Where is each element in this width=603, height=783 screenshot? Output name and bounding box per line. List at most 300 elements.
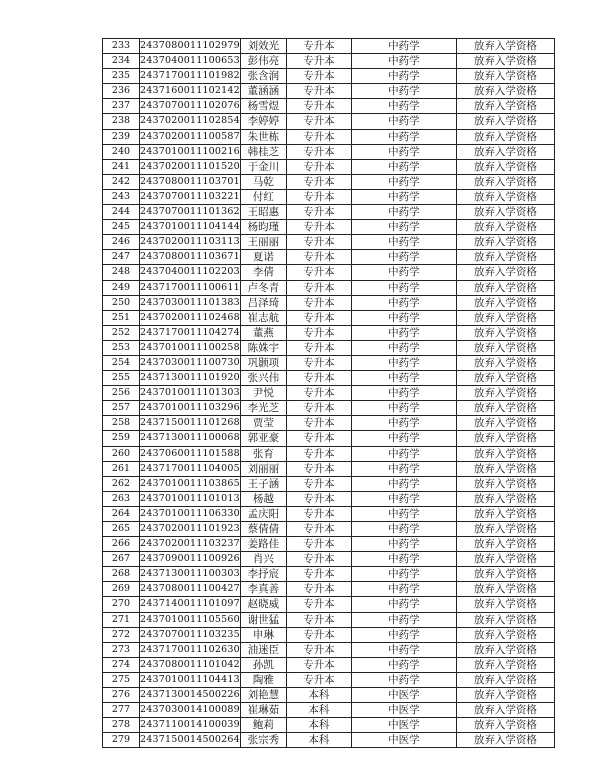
student-name-cell: 王昭惠	[240, 205, 286, 220]
status-cell: 放弃入学资格	[456, 672, 554, 687]
status-cell: 放弃入学资格	[456, 446, 554, 461]
student-name-cell: 李婷婷	[240, 114, 286, 129]
status-cell: 放弃入学资格	[456, 84, 554, 99]
major-cell: 中药学	[351, 99, 456, 114]
student-name-cell: 董燕	[240, 325, 286, 340]
table-row	[103, 69, 555, 84]
program-level-cell: 专升本	[286, 612, 351, 627]
status-cell: 放弃入学资格	[456, 265, 554, 280]
status-cell: 放弃入学资格	[456, 174, 554, 189]
table-row	[103, 642, 555, 657]
status-cell: 放弃入学资格	[456, 129, 554, 144]
major-cell: 中药学	[351, 250, 456, 265]
program-level-cell: 专升本	[286, 265, 351, 280]
status-cell: 放弃入学资格	[456, 657, 554, 672]
table-row	[103, 295, 555, 310]
exam-id-cell: 2437090011100926	[140, 552, 241, 567]
status-cell: 放弃入学资格	[456, 597, 554, 612]
student-name-cell: 张兴伟	[240, 371, 286, 386]
row-number-cell: 240	[103, 144, 140, 159]
major-cell: 中药学	[351, 627, 456, 642]
major-cell: 中药学	[351, 567, 456, 582]
row-number-cell: 270	[103, 597, 140, 612]
row-number-cell: 248	[103, 265, 140, 280]
student-name-cell: 张宗秀	[240, 733, 286, 748]
major-cell: 中医学	[351, 718, 456, 733]
row-number-cell: 239	[103, 129, 140, 144]
student-name-cell: 崔志航	[240, 310, 286, 325]
major-cell: 中药学	[351, 522, 456, 537]
exam-id-cell: 2437130011100303	[140, 567, 241, 582]
major-cell: 中药学	[351, 189, 456, 204]
row-number-cell: 276	[103, 688, 140, 703]
student-name-cell: 李抒宸	[240, 567, 286, 582]
table-row	[103, 129, 555, 144]
row-number-cell: 261	[103, 461, 140, 476]
major-cell: 中药学	[351, 461, 456, 476]
program-level-cell: 专升本	[286, 371, 351, 386]
exam-id-cell: 2437010011101303	[140, 386, 241, 401]
row-number-cell: 254	[103, 355, 140, 370]
exam-id-cell: 2437080011100427	[140, 582, 241, 597]
program-level-cell: 专升本	[286, 84, 351, 99]
status-cell: 放弃入学资格	[456, 310, 554, 325]
status-cell: 放弃入学资格	[456, 114, 554, 129]
table-row	[103, 174, 555, 189]
table-body	[103, 39, 555, 748]
student-name-cell: 夏诺	[240, 250, 286, 265]
row-number-cell: 269	[103, 582, 140, 597]
program-level-cell: 专升本	[286, 506, 351, 521]
student-name-cell: 刘丽丽	[240, 461, 286, 476]
row-number-cell: 251	[103, 310, 140, 325]
program-level-cell: 专升本	[286, 657, 351, 672]
table-row	[103, 159, 555, 174]
status-cell: 放弃入学资格	[456, 491, 554, 506]
exam-id-cell: 2437010011101013	[140, 491, 241, 506]
student-name-cell: 刘艳慧	[240, 688, 286, 703]
program-level-cell: 专升本	[286, 522, 351, 537]
exam-id-cell: 2437080011101042	[140, 657, 241, 672]
status-cell: 放弃入学资格	[456, 733, 554, 748]
row-number-cell: 255	[103, 371, 140, 386]
student-name-cell: 朱世栋	[240, 129, 286, 144]
status-cell: 放弃入学资格	[456, 642, 554, 657]
row-number-cell: 262	[103, 476, 140, 491]
program-level-cell: 专升本	[286, 431, 351, 446]
student-name-cell: 彭伟亮	[240, 54, 286, 69]
status-cell: 放弃入学资格	[456, 476, 554, 491]
major-cell: 中药学	[351, 174, 456, 189]
student-name-cell: 陶雅	[240, 672, 286, 687]
student-name-cell: 鲍莉	[240, 718, 286, 733]
exam-id-cell: 2437010011103296	[140, 401, 241, 416]
major-cell: 中药学	[351, 552, 456, 567]
exam-id-cell: 2437020011101923	[140, 522, 241, 537]
exam-id-cell: 2437130011100068	[140, 431, 241, 446]
student-name-cell: 付红	[240, 189, 286, 204]
program-level-cell: 本科	[286, 703, 351, 718]
exam-id-cell: 2437160011102142	[140, 84, 241, 99]
exam-id-cell: 2437150011101268	[140, 416, 241, 431]
row-number-cell: 268	[103, 567, 140, 582]
row-number-cell: 277	[103, 703, 140, 718]
row-number-cell: 279	[103, 733, 140, 748]
major-cell: 中药学	[351, 506, 456, 521]
major-cell: 中药学	[351, 325, 456, 340]
exam-id-cell: 2437020011102854	[140, 114, 241, 129]
student-name-cell: 杨昀瑾	[240, 220, 286, 235]
program-level-cell: 专升本	[286, 205, 351, 220]
exam-id-cell: 2437030011101383	[140, 295, 241, 310]
program-level-cell: 专升本	[286, 567, 351, 582]
major-cell: 中药学	[351, 235, 456, 250]
status-cell: 放弃入学资格	[456, 582, 554, 597]
exam-id-cell: 2437130014500226	[140, 688, 241, 703]
program-level-cell: 专升本	[286, 144, 351, 159]
row-number-cell: 273	[103, 642, 140, 657]
exam-id-cell: 2437170011104274	[140, 325, 241, 340]
status-cell: 放弃入学资格	[456, 159, 554, 174]
exam-id-cell: 2437070011103221	[140, 189, 241, 204]
program-level-cell: 专升本	[286, 295, 351, 310]
row-number-cell: 259	[103, 431, 140, 446]
student-name-cell: 郭亚豪	[240, 431, 286, 446]
exam-id-cell: 2437080011102979	[140, 39, 241, 54]
table-row	[103, 431, 555, 446]
exam-id-cell: 2437070011102076	[140, 99, 241, 114]
row-number-cell: 267	[103, 552, 140, 567]
major-cell: 中医学	[351, 688, 456, 703]
program-level-cell: 本科	[286, 718, 351, 733]
major-cell: 中药学	[351, 612, 456, 627]
row-number-cell: 237	[103, 99, 140, 114]
major-cell: 中药学	[351, 355, 456, 370]
status-cell: 放弃入学资格	[456, 627, 554, 642]
student-name-cell: 赵晓威	[240, 597, 286, 612]
table-row	[103, 386, 555, 401]
row-number-cell: 249	[103, 280, 140, 295]
program-level-cell: 专升本	[286, 340, 351, 355]
major-cell: 中药学	[351, 537, 456, 552]
student-name-cell: 巩颢项	[240, 355, 286, 370]
program-level-cell: 专升本	[286, 461, 351, 476]
student-name-cell: 油迷臣	[240, 642, 286, 657]
exam-id-cell: 2437010011100216	[140, 144, 241, 159]
exam-id-cell: 2437170011102630	[140, 642, 241, 657]
status-cell: 放弃入学资格	[456, 567, 554, 582]
exam-id-cell: 2437130011101920	[140, 371, 241, 386]
student-name-cell: 张育	[240, 446, 286, 461]
student-name-cell: 孟庆阳	[240, 506, 286, 521]
program-level-cell: 专升本	[286, 54, 351, 69]
student-name-cell: 陈姝宇	[240, 340, 286, 355]
program-level-cell: 专升本	[286, 386, 351, 401]
row-number-cell: 242	[103, 174, 140, 189]
major-cell: 中药学	[351, 39, 456, 54]
program-level-cell: 专升本	[286, 159, 351, 174]
row-number-cell: 266	[103, 537, 140, 552]
student-name-cell: 韩桂芝	[240, 144, 286, 159]
major-cell: 中药学	[351, 476, 456, 491]
row-number-cell: 252	[103, 325, 140, 340]
table-row	[103, 567, 555, 582]
status-cell: 放弃入学资格	[456, 718, 554, 733]
major-cell: 中药学	[351, 310, 456, 325]
major-cell: 中药学	[351, 295, 456, 310]
program-level-cell: 专升本	[286, 114, 351, 129]
student-name-cell: 马乾	[240, 174, 286, 189]
status-cell: 放弃入学资格	[456, 235, 554, 250]
status-cell: 放弃入学资格	[456, 371, 554, 386]
exam-id-cell: 2437010011100258	[140, 340, 241, 355]
table-row	[103, 446, 555, 461]
exam-id-cell: 2437030014100089	[140, 703, 241, 718]
student-name-cell: 卢冬青	[240, 280, 286, 295]
program-level-cell: 专升本	[286, 129, 351, 144]
row-number-cell: 263	[103, 491, 140, 506]
major-cell: 中医学	[351, 703, 456, 718]
row-number-cell: 244	[103, 205, 140, 220]
exam-id-cell: 2437020011103113	[140, 235, 241, 250]
row-number-cell: 275	[103, 672, 140, 687]
table-row	[103, 627, 555, 642]
exam-id-cell: 2437060011101588	[140, 446, 241, 461]
program-level-cell: 专升本	[286, 235, 351, 250]
status-cell: 放弃入学资格	[456, 612, 554, 627]
table-row	[103, 688, 555, 703]
major-cell: 中药学	[351, 401, 456, 416]
major-cell: 中药学	[351, 386, 456, 401]
status-cell: 放弃入学资格	[456, 522, 554, 537]
student-name-cell: 王子涵	[240, 476, 286, 491]
program-level-cell: 专升本	[286, 39, 351, 54]
student-name-cell: 蔡倩倩	[240, 522, 286, 537]
row-number-cell: 253	[103, 340, 140, 355]
major-cell: 中药学	[351, 54, 456, 69]
table-row	[103, 476, 555, 491]
exam-id-cell: 2437150014500264	[140, 733, 241, 748]
student-name-cell: 尹悦	[240, 386, 286, 401]
exam-id-cell: 2437170011104005	[140, 461, 241, 476]
row-number-cell: 278	[103, 718, 140, 733]
table-row	[103, 582, 555, 597]
student-name-cell: 李倩	[240, 265, 286, 280]
table-row	[103, 718, 555, 733]
table-row	[103, 265, 555, 280]
exam-id-cell: 2437020011100587	[140, 129, 241, 144]
table-row	[103, 250, 555, 265]
exam-id-cell: 2437080011103671	[140, 250, 241, 265]
status-cell: 放弃入学资格	[456, 39, 554, 54]
row-number-cell: 264	[103, 506, 140, 521]
row-number-cell: 235	[103, 69, 140, 84]
status-cell: 放弃入学资格	[456, 340, 554, 355]
student-name-cell: 肖兴	[240, 552, 286, 567]
exam-id-cell: 2437110014100039	[140, 718, 241, 733]
major-cell: 中药学	[351, 265, 456, 280]
program-level-cell: 专升本	[286, 491, 351, 506]
major-cell: 中药学	[351, 220, 456, 235]
status-cell: 放弃入学资格	[456, 552, 554, 567]
exam-id-cell: 2437040011100653	[140, 54, 241, 69]
major-cell: 中药学	[351, 205, 456, 220]
program-level-cell: 专升本	[286, 537, 351, 552]
major-cell: 中药学	[351, 114, 456, 129]
table-row	[103, 401, 555, 416]
major-cell: 中药学	[351, 597, 456, 612]
status-cell: 放弃入学资格	[456, 325, 554, 340]
row-number-cell: 247	[103, 250, 140, 265]
student-name-cell: 崔琳茹	[240, 703, 286, 718]
program-level-cell: 专升本	[286, 250, 351, 265]
table-row	[103, 612, 555, 627]
program-level-cell: 专升本	[286, 355, 351, 370]
exam-id-cell: 2437020011102468	[140, 310, 241, 325]
row-number-cell: 250	[103, 295, 140, 310]
major-cell: 中药学	[351, 491, 456, 506]
table-row	[103, 84, 555, 99]
row-number-cell: 236	[103, 84, 140, 99]
row-number-cell: 234	[103, 54, 140, 69]
exam-id-cell: 2437020011103237	[140, 537, 241, 552]
status-cell: 放弃入学资格	[456, 416, 554, 431]
status-cell: 放弃入学资格	[456, 431, 554, 446]
table-row	[103, 54, 555, 69]
major-cell: 中药学	[351, 582, 456, 597]
row-number-cell: 265	[103, 522, 140, 537]
major-cell: 中药学	[351, 280, 456, 295]
table-row	[103, 205, 555, 220]
table-row	[103, 461, 555, 476]
exam-id-cell: 2437040011102203	[140, 265, 241, 280]
major-cell: 中药学	[351, 657, 456, 672]
status-cell: 放弃入学资格	[456, 69, 554, 84]
program-level-cell: 专升本	[286, 174, 351, 189]
table-row	[103, 280, 555, 295]
program-level-cell: 本科	[286, 688, 351, 703]
exam-id-cell: 2437030011100730	[140, 355, 241, 370]
program-level-cell: 专升本	[286, 220, 351, 235]
table-row	[103, 325, 555, 340]
row-number-cell: 246	[103, 235, 140, 250]
program-level-cell: 专升本	[286, 69, 351, 84]
program-level-cell: 专升本	[286, 476, 351, 491]
status-cell: 放弃入学资格	[456, 205, 554, 220]
status-cell: 放弃入学资格	[456, 144, 554, 159]
student-name-cell: 姜路佳	[240, 537, 286, 552]
program-level-cell: 专升本	[286, 416, 351, 431]
program-level-cell: 专升本	[286, 325, 351, 340]
exam-id-cell: 2437020011101520	[140, 159, 241, 174]
program-level-cell: 专升本	[286, 310, 351, 325]
exam-id-cell: 2437080011103701	[140, 174, 241, 189]
student-name-cell: 张含润	[240, 69, 286, 84]
major-cell: 中药学	[351, 129, 456, 144]
status-cell: 放弃入学资格	[456, 189, 554, 204]
major-cell: 中药学	[351, 446, 456, 461]
exam-id-cell: 2437010011103865	[140, 476, 241, 491]
program-level-cell: 本科	[286, 733, 351, 748]
status-cell: 放弃入学资格	[456, 703, 554, 718]
row-number-cell: 260	[103, 446, 140, 461]
table-row	[103, 506, 555, 521]
status-cell: 放弃入学资格	[456, 688, 554, 703]
student-name-cell: 杨越	[240, 491, 286, 506]
program-level-cell: 专升本	[286, 189, 351, 204]
status-cell: 放弃入学资格	[456, 295, 554, 310]
exam-id-cell: 2437170011101982	[140, 69, 241, 84]
program-level-cell: 专升本	[286, 280, 351, 295]
table-row	[103, 552, 555, 567]
major-cell: 中药学	[351, 416, 456, 431]
major-cell: 中药学	[351, 84, 456, 99]
table-row	[103, 537, 555, 552]
student-name-cell: 于金川	[240, 159, 286, 174]
status-cell: 放弃入学资格	[456, 99, 554, 114]
exam-id-cell: 2437010011104144	[140, 220, 241, 235]
major-cell: 中药学	[351, 144, 456, 159]
program-level-cell: 专升本	[286, 672, 351, 687]
table-row	[103, 491, 555, 506]
row-number-cell: 238	[103, 114, 140, 129]
table-row	[103, 522, 555, 537]
table-row	[103, 310, 555, 325]
major-cell: 中药学	[351, 340, 456, 355]
program-level-cell: 专升本	[286, 552, 351, 567]
row-number-cell: 271	[103, 612, 140, 627]
table-row	[103, 416, 555, 431]
table-row	[103, 657, 555, 672]
student-name-cell: 孙凯	[240, 657, 286, 672]
admission-table	[102, 38, 555, 748]
row-number-cell: 245	[103, 220, 140, 235]
status-cell: 放弃入学资格	[456, 355, 554, 370]
major-cell: 中药学	[351, 672, 456, 687]
row-number-cell: 256	[103, 386, 140, 401]
student-name-cell: 贾莹	[240, 416, 286, 431]
table-row	[103, 355, 555, 370]
table-row	[103, 703, 555, 718]
status-cell: 放弃入学资格	[456, 280, 554, 295]
status-cell: 放弃入学资格	[456, 461, 554, 476]
status-cell: 放弃入学资格	[456, 220, 554, 235]
table-row	[103, 99, 555, 114]
table-row	[103, 733, 555, 748]
program-level-cell: 专升本	[286, 642, 351, 657]
status-cell: 放弃入学资格	[456, 250, 554, 265]
major-cell: 中药学	[351, 642, 456, 657]
program-level-cell: 专升本	[286, 99, 351, 114]
row-number-cell: 241	[103, 159, 140, 174]
student-name-cell: 董涵涵	[240, 84, 286, 99]
row-number-cell: 243	[103, 189, 140, 204]
exam-id-cell: 2437140011101097	[140, 597, 241, 612]
table-row	[103, 597, 555, 612]
exam-id-cell: 2437010011105560	[140, 612, 241, 627]
major-cell: 中药学	[351, 159, 456, 174]
table-row	[103, 189, 555, 204]
exam-id-cell: 2437070011103235	[140, 627, 241, 642]
table-row	[103, 39, 555, 54]
student-name-cell: 刘效光	[240, 39, 286, 54]
row-number-cell: 274	[103, 657, 140, 672]
exam-id-cell: 2437070011101362	[140, 205, 241, 220]
student-name-cell: 李光芝	[240, 401, 286, 416]
student-name-cell: 杨雪煜	[240, 99, 286, 114]
exam-id-cell: 2437010011104413	[140, 672, 241, 687]
row-number-cell: 233	[103, 39, 140, 54]
